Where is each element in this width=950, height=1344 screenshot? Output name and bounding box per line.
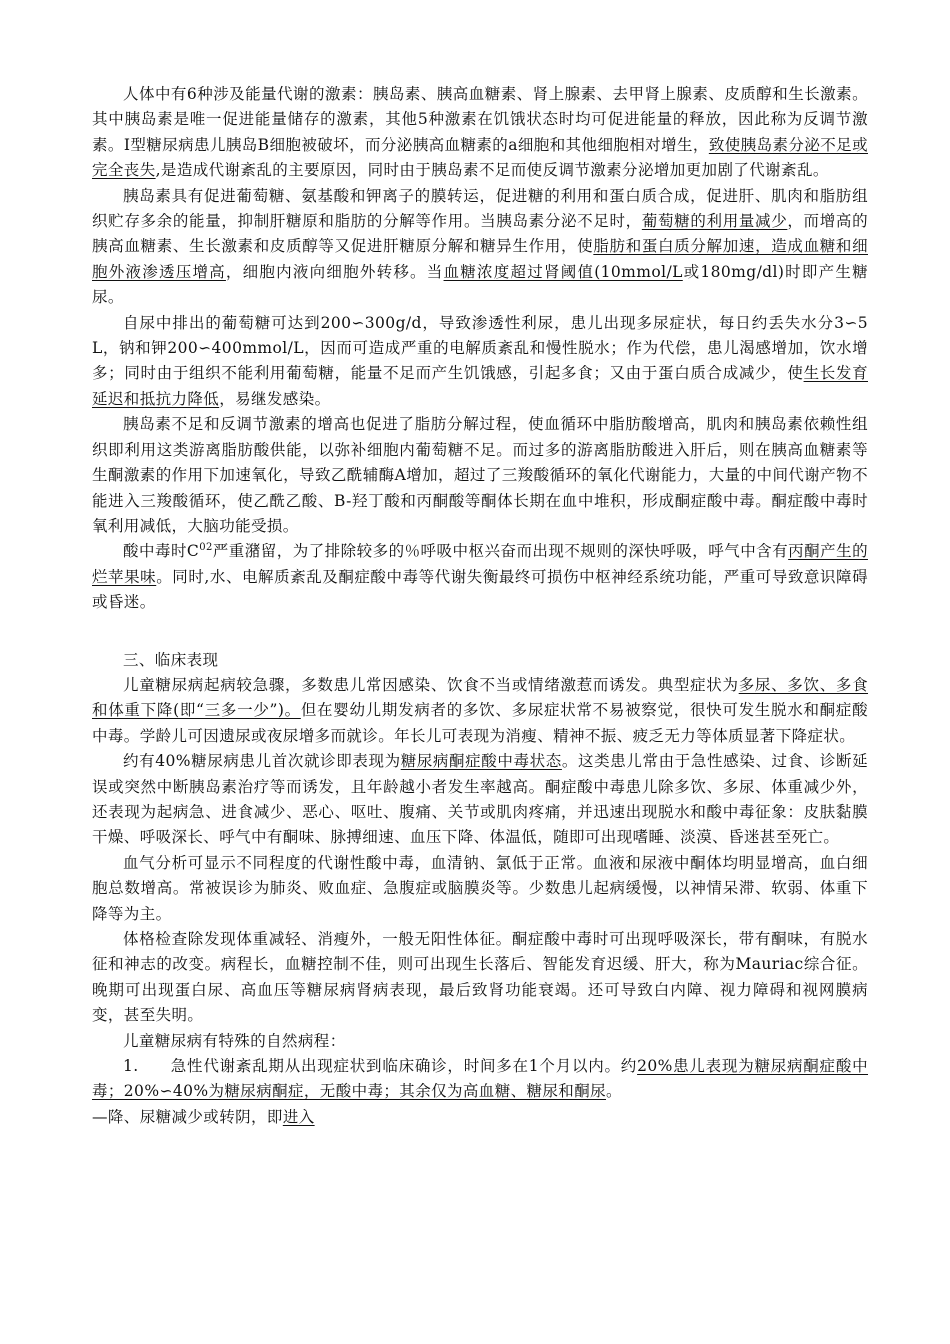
section-spacer [92, 616, 868, 648]
paragraph-insulin-function: 胰岛素具有促进葡萄糖、氨基酸和钾离子的膜转运，促进糖的利用和蛋白质合成，促进肝、肌肉和脂肪组织贮存多余的能量，抑制肝糖原和脂肪的分解等作用。当胰岛素分泌不足时，葡萄糖的利用量减少，而增高的胰高血糖素、生长激素和皮质醇等又促进肝糖原分解和糖异生作用，使脂肪和蛋白质分解加速，造成血糖和细胞外液渗透压增高，细胞内液向细胞外转移。当血糖浓度超过肾阈值(10mmol/L或180mg/dl)时即产生糖尿。 [92, 186, 869, 307]
paragraph-hormones: 人体中有6种涉及能量代谢的激素：胰岛素、胰高血糖素、肾上腺素、去甲肾上腺素、皮质醇和生长激素。其中胰岛素是唯一促进能量储存的激素，其他5种激素在饥饿状态时均可促进能量的释放，因此称为反调节激素。I型糖尿病患儿胰岛B细胞被破坏，而分泌胰高血糖素的a细胞和其他细胞相对增生，致使胰岛素分泌不足或完全丧失,是造成代谢紊乱的主要原因，同时由于胰岛素不足而使反调节激素分泌增加更加剧了代谢紊乱。 [92, 85, 868, 180]
underlined-text: 20%患儿表现为糖尿病酮症酸中毒；20%∽40%为糖尿病酮症，无酸中毒；其余仅为高血糖、糖尿和酮尿 [92, 1057, 869, 1101]
underlined-text: 多尿、多饮、多食和体重下降(即“三多一少”)。 [92, 675, 869, 720]
underlined-text: 生长发育延迟和抵抗力降低 [92, 364, 868, 408]
paragraph-natural-course: 儿童糖尿病有特殊的自然病程： [123, 1031, 346, 1050]
list-item-1: 1. 急性代谢紊乱期从出现症状到临床确诊，时间多在1个月以内。约20%患儿表现为糖尿病酮症酸中毒；20%∽40%为糖尿病酮症，无酸中毒；其余仅为高血糖、糖尿和酮尿。 [92, 1057, 869, 1101]
underlined-text: 丙酮产生的烂苹果味 [92, 542, 868, 586]
paragraph-continuation: —降、尿糖减少或转阴，即进入 [92, 1107, 315, 1126]
paragraph-acidosis: 酸中毒时$C^{02}$严重潴留，为了排除较多的％呼吸中枢兴奋而出现不规则的深快呼吸，呼气中含有丙酮产生的烂苹果味。同时,水、电解质紊乱及酮症酸中毒等代谢失衡最终可损伤中枢神经系统功能，严重可导致意识障碍或昏迷。 [92, 542, 868, 612]
paragraph-physical-exam: 体格检查除发现体重减轻、消瘦外，一般无阳性体征。酮症酸中毒时可出现呼吸深长，带有酮味，有脱水征和神志的改变。病程长，血糖控制不佳，则可出现生长落后、智能发育迟缓、肝大，称为Mauriac综合征。晚期可出现蛋白尿、高血压等糖尿病肾病表现，最后致肾功能衰竭。还可导致白内障、视力障碍和视网膜病变，甚至失明。 [92, 930, 868, 1025]
underlined-text: 进入 [282, 1107, 315, 1126]
paragraph-onset: 儿童糖尿病起病较急骤，多数患儿常因感染、饮食不当或情绪激惹而诱发。典型症状为多尿、多饮、多食和体重下降(即“三多一少”)。但在婴幼儿期发病者的多饮、多尿症状常不易被察觉，很快可发生脱水和酮症酸中毒。学龄儿可因遗尿或夜尿增多而就诊。年长儿可表现为消瘦、精神不振、疲乏无力等体质显著下降症状。 [92, 675, 869, 745]
paragraph-blood-gas: 血气分析可显示不同程度的代谢性酸中毒，血清钠、氯低于正常。血液和尿液中酮体均明显增高，血白细胞总数增高。常被误诊为肺炎、败血症、急腹症或脑膜炎等。少数患儿起病缓慢，以神情呆滞、软弱、体重下降等为主。 [92, 853, 868, 923]
underlined-text: 葡萄糖的利用量减少 [641, 212, 788, 231]
underlined-text: 糖尿病酮症酸中毒状态 [400, 752, 562, 771]
section-heading: 三、临床表现 [123, 650, 219, 669]
paragraph-dka-presentation: 约有40%糖尿病患儿首次就诊即表现为糖尿病酮症酸中毒状态。这类患儿常由于急性感染、过食、诊断延误或突然中断胰岛素治疗等而诱发，且年龄越小者发生率越高。酮症酸中毒患儿除多饮、多尿、体重减少外，还表现为起病急、进食减少、恶心、呕吐、腹痛、关节或肌肉疼痛，并迅速出现脱水和酸中毒征象：皮肤黏膜干燥、呼吸深长、呼气中有酮味、脉搏细速、血压下降、体温低，随即可出现嗜睡、淡漠、昏迷甚至死亡。 [92, 752, 868, 847]
underlined-text: 血糖浓度超过肾阈值(10mmol/L [443, 262, 683, 281]
paragraph-glucosuria: 自尿中排出的葡萄糖可达到200∽300g/d，导致渗透性利尿，患儿出现多尿症状，每日约丢失水分3∽5L，钠和钾200∽400mmol/L，因而可造成严重的电解质紊乱和慢性脱水；作为代偿，患儿渴感增加，饮水增多；同时由于组织不能利用葡萄糖，能量不足而产生饥饿感，引起多食；又由于蛋白质合成减少，使生长发育延迟和抵抗力降低，易继发感染。 [92, 313, 868, 408]
underlined-text: 脂肪和蛋白质分解加速，造成血糖和细胞外液渗透压增高 [92, 237, 868, 281]
underlined-text: 致使胰岛素分泌不足或完全丧失 [92, 135, 868, 180]
paragraph-ketoacidosis: 胰岛素不足和反调节激素的增高也促进了脂肪分解过程，使血循环中脂肪酸增高，肌肉和胰岛素依赖性组织即利用这类游离脂肪酸供能，以弥补细胞内葡萄糖不足。而过多的游离脂肪酸进入肝后，则在胰高血糖素等生酮激素的作用下加速氧化，导致乙酰辅酶A增加，超过了三羧酸循环的氧化代谢能力，大量的中间代谢产物不能进入三羧酸循环，使乙酰乙酸、B-羟丁酸和丙酮酸等酮体长期在血中堆积，形成酮症酸中毒。酮症酸中毒时氧利用减低，大脑功能受损。 [92, 415, 868, 535]
